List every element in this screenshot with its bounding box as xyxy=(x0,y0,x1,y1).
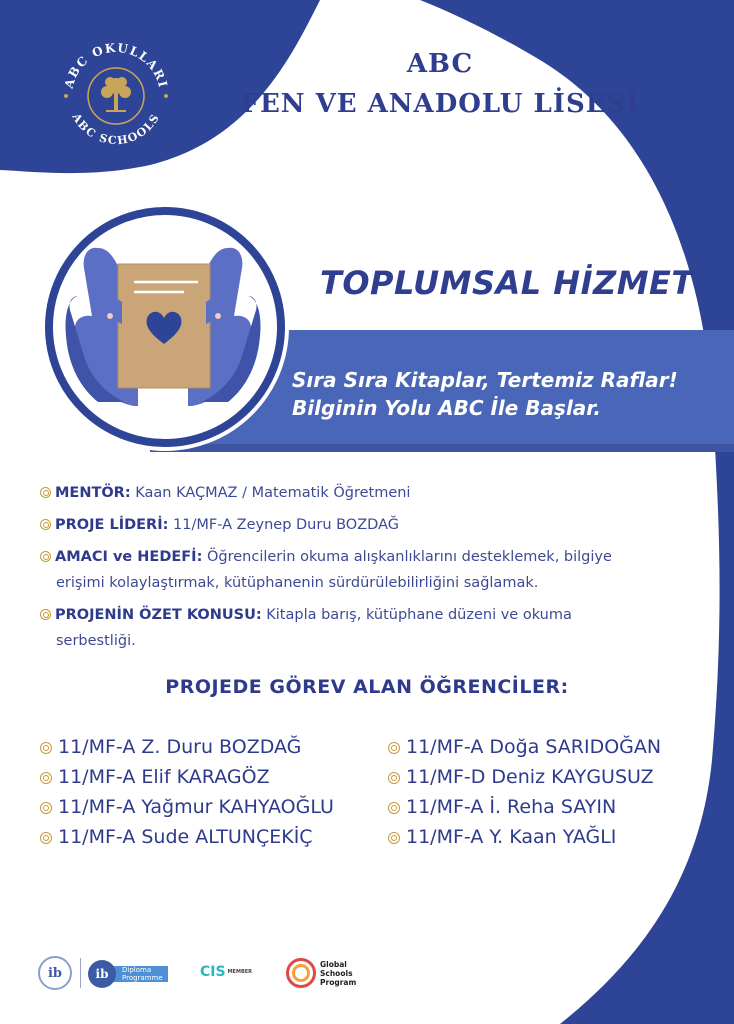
team-member xyxy=(40,732,334,762)
team-member-name: 11/MF-A Sude ALTUNÇEKİÇ xyxy=(58,826,313,848)
team-member-name: 11/MF-A Yağmur KAHYAOĞLU xyxy=(58,796,334,818)
team-heading: PROJEDE GÖREV ALAN ÖĞRENCİLER: xyxy=(165,676,569,698)
gsp-line1: Global xyxy=(320,960,347,969)
aim-row xyxy=(40,544,700,596)
mentor-row xyxy=(40,480,700,506)
ib-dp-label-line1: Diploma xyxy=(122,966,152,974)
mentor-label: MENTÖR: xyxy=(55,485,131,501)
summary-row xyxy=(40,602,700,654)
team-member xyxy=(388,792,661,822)
mentor-value: Kaan KAÇMAZ / Matematik Öğretmeni xyxy=(130,485,411,501)
leader-label: PROJE LİDERİ: xyxy=(55,517,169,533)
tree-icon xyxy=(101,77,131,112)
bullet-icon xyxy=(40,519,51,530)
global-schools-icon xyxy=(286,958,316,988)
bullet-icon xyxy=(40,772,52,784)
summary-value-line1: Kitapla barış, kütüphane düzeni ve okuma xyxy=(261,607,572,623)
school-title-line1: ABC xyxy=(406,49,474,79)
ib-dp-label-line2: Programme xyxy=(122,974,163,982)
global-schools-text xyxy=(320,960,380,987)
team-member xyxy=(388,732,661,762)
aim-label: AMACI ve HEDEFİ: xyxy=(55,549,203,565)
team-member-name: 11/MF-A Doğa SARIDOĞAN xyxy=(406,736,662,758)
bullet-icon xyxy=(388,742,400,754)
gsp-line3: Program xyxy=(320,978,357,987)
school-title xyxy=(240,44,640,124)
bullet-icon xyxy=(388,802,400,814)
team-member-name: 11/MF-D Deniz KAYGUSUZ xyxy=(406,766,654,788)
bullet-icon xyxy=(40,742,52,754)
team-member-name: 11/MF-A Y. Kaan YAĞLI xyxy=(406,826,617,848)
team-list-left xyxy=(40,732,334,852)
team-list-right xyxy=(388,732,661,852)
school-logo xyxy=(54,34,178,158)
team-member xyxy=(40,762,334,792)
team-member xyxy=(388,822,661,852)
ib-diploma-logo: ib xyxy=(88,960,116,988)
logo-bottom-text: ABC SCHOOLS xyxy=(69,111,163,148)
aim-value-line2: erişimi kolaylaştırmak, kütüphanenin sürdürülebilirliğini sağlamak. xyxy=(56,575,539,591)
bullet-icon xyxy=(40,802,52,814)
gsp-line2: Schools xyxy=(320,969,353,978)
team-member xyxy=(388,762,661,792)
project-info xyxy=(40,480,700,660)
slogan-line1: Sıra Sıra Kitaplar, Tertemiz Raflar! xyxy=(292,368,678,392)
aim-value-line1: Öğrencilerin okuma alışkanlıklarını desteklemek, bilgiye xyxy=(202,549,612,565)
team-member-name: 11/MF-A Z. Duru BOZDAĞ xyxy=(58,736,302,758)
bullet-icon xyxy=(40,832,52,844)
leader-row xyxy=(40,512,700,538)
ib-logo: ib xyxy=(38,956,72,990)
logo-top-text: ABC OKULLARI xyxy=(61,40,171,90)
leader-value: 11/MF-A Zeynep Duru BOZDAĞ xyxy=(168,517,399,533)
team-member xyxy=(40,792,334,822)
cis-logo xyxy=(200,964,252,980)
slogan-line2: Bilginin Yolu ABC İle Başlar. xyxy=(292,396,601,420)
hands-holding-book-icon xyxy=(38,206,288,450)
banner-headline: TOPLUMSAL HİZMET xyxy=(320,264,694,302)
team-member-name: 11/MF-A Elif KARAGÖZ xyxy=(58,766,270,788)
team-member-name: 11/MF-A İ. Reha SAYIN xyxy=(406,796,617,818)
summary-value-line2: serbestliği. xyxy=(56,633,136,649)
cis-label: CIS xyxy=(200,964,226,980)
bullet-icon xyxy=(40,551,51,562)
bullet-icon xyxy=(388,832,400,844)
logo-divider xyxy=(80,958,81,988)
bullet-icon xyxy=(40,487,51,498)
ib-dp-band xyxy=(108,966,168,982)
summary-label: PROJENİN ÖZET KONUSU: xyxy=(55,607,262,623)
banner-slogan xyxy=(292,366,678,422)
bullet-icon xyxy=(40,609,51,620)
cis-member: MEMBER xyxy=(227,969,253,975)
team-member xyxy=(40,822,334,852)
school-title-line2: FEN VE ANADOLU LİSESİ xyxy=(240,89,640,119)
bullet-icon xyxy=(388,772,400,784)
